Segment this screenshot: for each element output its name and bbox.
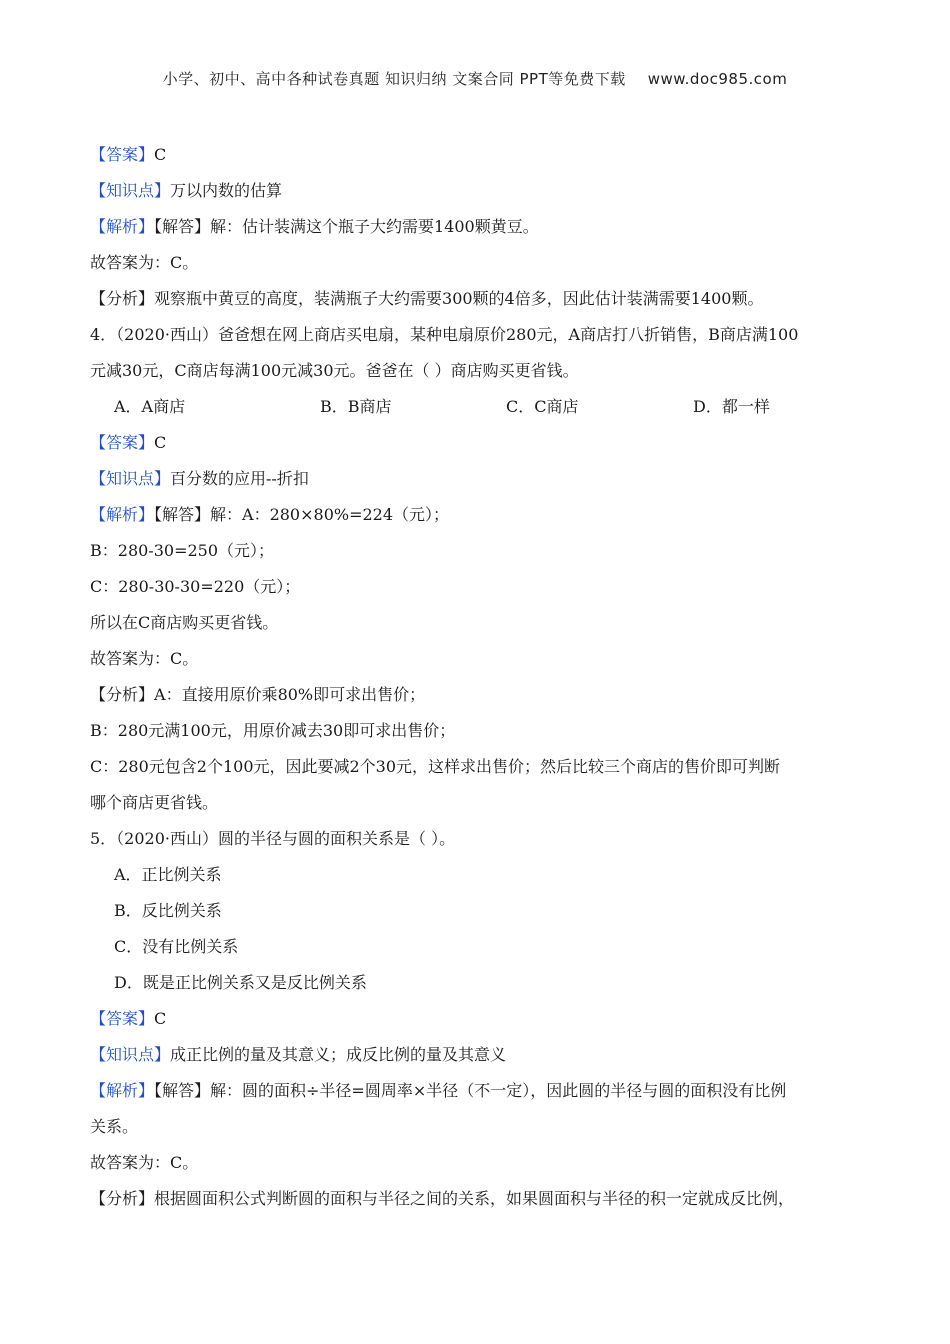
header-url[interactable]: www.doc985.com xyxy=(647,70,788,88)
q4-analysis-line3: C：280-30-30=220（元）； xyxy=(90,577,301,596)
q5-option-c[interactable]: C．没有比例关系 xyxy=(114,937,239,956)
q4-analysis-line4: 所以在C商店购买更省钱。 xyxy=(90,613,279,632)
q5-knowledge: 【知识点】成正比例的量及其意义；成反比例的量及其意义 xyxy=(90,1045,507,1064)
q4-answer: 【答案】C xyxy=(90,433,167,452)
q3-analysis: 【解析】【解答】解：估计装满这个瓶子大约需要1400颗黄豆。 xyxy=(90,217,539,236)
q5-option-d[interactable]: D．既是正比例关系又是反比例关系 xyxy=(114,973,367,992)
q4-options xyxy=(90,389,865,425)
q4-analysis: 【解析】【解答】解：A：280×80%=224（元）； xyxy=(90,505,450,524)
q4-conclusion: 故答案为：C。 xyxy=(90,649,199,668)
q3-explain: 【分析】观察瓶中黄豆的高度，装满瓶子大约需要300颗的4倍多，因此估计装满需要1400颗。 xyxy=(90,289,764,308)
q5-analysis: 【解析】【解答】解：圆的面积÷半径=圆周率×半径（不一定），因此圆的半径与圆的面积没有比例 xyxy=(90,1081,787,1100)
q3-answer: 【答案】C xyxy=(90,145,167,164)
page-header xyxy=(0,68,950,89)
q4-option-b[interactable]: B．B商店 xyxy=(320,397,392,416)
q4-explain-line1: 【分析】A：直接用原价乘80%即可求出售价； xyxy=(90,685,426,704)
header-text: 小学、初中、高中各种试卷真题 知识归纳 文案合同 PPT等免费下载 xyxy=(162,70,626,88)
q5-answer: 【答案】C xyxy=(90,1009,167,1028)
document-body xyxy=(90,137,865,1217)
q4-stem-line1: 4．（2020·西山）爸爸想在网上商店买电扇，某种电扇原价280元，A商店打八折销售，B商店满100 xyxy=(90,325,799,344)
q3-conclusion: 故答案为：C。 xyxy=(90,253,199,272)
q4-knowledge: 【知识点】百分数的应用--折扣 xyxy=(90,469,309,488)
q4-analysis-line2: B：280-30=250（元）； xyxy=(90,541,275,560)
q4-explain-line3: C：280元包含2个100元，因此要减2个30元，这样求出售价；然后比较三个商店的售价即可判断 xyxy=(90,757,781,776)
q5-conclusion: 故答案为：C。 xyxy=(90,1153,199,1172)
q5-analysis-line2: 关系。 xyxy=(90,1117,139,1136)
q5-option-a[interactable]: A．正比例关系 xyxy=(114,865,222,884)
q4-explain-line2: B：280元满100元，用原价减去30即可求出售价； xyxy=(90,721,456,740)
q4-option-d[interactable]: D．都一样 xyxy=(693,397,770,416)
q4-explain-line4: 哪个商店更省钱。 xyxy=(90,793,219,812)
q5-explain: 【分析】根据圆面积公式判断圆的面积与半径之间的关系，如果圆面积与半径的积一定就成反比例， xyxy=(90,1189,795,1208)
q5-stem: 5．（2020·西山）圆的半径与圆的面积关系是（ ）。 xyxy=(90,829,456,848)
q4-option-c[interactable]: C．C商店 xyxy=(506,397,579,416)
q5-option-b[interactable]: B．反比例关系 xyxy=(114,901,222,920)
q4-stem-line2: 元减30元，C商店每满100元减30元。爸爸在（ ）商店购买更省钱。 xyxy=(90,361,579,380)
q4-option-a[interactable]: A．A商店 xyxy=(114,397,186,416)
q3-knowledge: 【知识点】万以内数的估算 xyxy=(90,181,283,200)
